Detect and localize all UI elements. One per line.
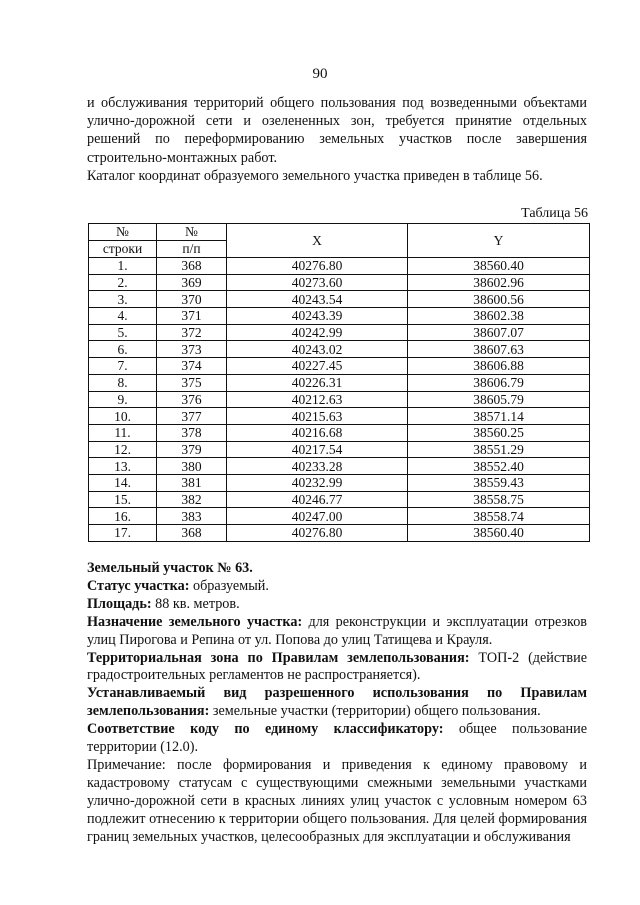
cell-y: 38606.79 [408,374,590,391]
cell-row-no: 15. [89,491,157,508]
cell-point-no: 376 [157,391,227,408]
table-row [89,308,590,325]
cell-point-no: 373 [157,341,227,358]
header-row-no: № [89,224,157,241]
table-row [89,274,590,291]
cell-point-no: 374 [157,358,227,375]
cell-y: 38551.29 [408,441,590,458]
cell-x: 40247.00 [227,508,408,525]
cell-point-no: 368 [157,258,227,275]
cell-x: 40243.02 [227,341,408,358]
cell-point-no: 380 [157,458,227,475]
cell-point-no: 371 [157,308,227,325]
cell-x: 40217.54 [227,441,408,458]
plot-status: Статус участка: образуемый. [87,577,269,594]
cell-y: 38558.74 [408,508,590,525]
cell-x: 40243.39 [227,308,408,325]
cell-row-no: 16. [89,508,157,525]
table-row [89,291,590,308]
table-caption: Таблица 56 [521,206,588,221]
cell-y: 38560.25 [408,424,590,441]
cell-row-no: 2. [89,274,157,291]
cell-x: 40246.77 [227,491,408,508]
cell-x: 40276.80 [227,258,408,275]
intro-text [87,94,587,185]
cell-x: 40212.63 [227,391,408,408]
cell-row-no: 1. [89,258,157,275]
cell-y: 38602.38 [408,308,590,325]
plot-description [87,560,587,847]
table-row [89,374,590,391]
cell-x: 40226.31 [227,374,408,391]
plot-note: Примечание: после формирования и приведения к единому правовому и кадастровому статусам с существующими смежными земельными участками улично-дорожной сети в красных линиях улиц участок с условным номером 63 подлежит отнесению к территории общего пользования. Для целей формирования границ земельных участков, целесообразных для эксплуатации и обслуживания [87,756,587,845]
header-y: Y [408,224,590,258]
plot-area: Площадь: 88 кв. метров. [87,595,240,612]
cell-x: 40243.54 [227,291,408,308]
plot-purpose: Назначение земельного участка: для реконструкции и эксплуатации отрезков улиц Пирогова и Репина от ул. Попова до улиц Татищева и Крауля. [87,613,587,648]
cell-point-no: 372 [157,324,227,341]
cell-row-no: 10. [89,408,157,425]
cell-point-no: 379 [157,441,227,458]
cell-y: 38560.40 [408,258,590,275]
table-row [89,474,590,491]
cell-row-no: 11. [89,424,157,441]
cell-point-no: 383 [157,508,227,525]
cell-y: 38605.79 [408,391,590,408]
cell-y: 38600.56 [408,291,590,308]
table-header-row-1 [89,224,590,241]
cell-y: 38559.43 [408,474,590,491]
table-row [89,358,590,375]
table-row [89,424,590,441]
intro-paragraph-2: Каталог координат образуемого земельного участка приведен в таблице 56. [87,167,543,184]
cell-row-no: 7. [89,358,157,375]
cell-point-no: 369 [157,274,227,291]
cell-row-no: 6. [89,341,157,358]
cell-x: 40233.28 [227,458,408,475]
cell-point-no: 377 [157,408,227,425]
cell-x: 40216.68 [227,424,408,441]
table-row [89,324,590,341]
table-row [89,258,590,275]
cell-x: 40215.63 [227,408,408,425]
cell-row-no: 8. [89,374,157,391]
cell-y: 38602.96 [408,274,590,291]
cell-x: 40276.80 [227,525,408,542]
table-row [89,491,590,508]
header-row-no-sub: строки [89,241,157,258]
cell-y: 38607.63 [408,341,590,358]
header-point-no: № [157,224,227,241]
table-row [89,441,590,458]
page-number: 90 [312,66,328,82]
cell-point-no: 375 [157,374,227,391]
cell-x: 40232.99 [227,474,408,491]
cell-row-no: 12. [89,441,157,458]
table-row [89,508,590,525]
coordinates-table-body [89,258,590,542]
plot-permitted-use: Устанавливаемый вид разрешенного использования по Правилам землепользования: земельные участки (территории) общего пользования. [87,685,587,720]
table-row [89,408,590,425]
cell-row-no: 5. [89,324,157,341]
coordinates-table [88,223,590,542]
cell-x: 40242.99 [227,324,408,341]
cell-point-no: 381 [157,474,227,491]
table-row [89,525,590,542]
cell-y: 38552.40 [408,458,590,475]
cell-point-no: 382 [157,491,227,508]
cell-row-no: 9. [89,391,157,408]
plot-title: Земельный участок № 63. [87,560,253,576]
cell-y: 38558.75 [408,491,590,508]
plot-classifier: Соответствие коду по единому классификатору: общее пользование территории (12.0). [87,721,587,756]
plot-zone: Территориальная зона по Правилам землепользования: ТОП-2 (действие градостроительных регламентов не распространяется). [87,649,587,684]
cell-x: 40227.45 [227,358,408,375]
cell-row-no: 3. [89,291,157,308]
cell-point-no: 368 [157,525,227,542]
cell-row-no: 4. [89,308,157,325]
cell-y: 38560.40 [408,525,590,542]
cell-row-no: 17. [89,525,157,542]
cell-point-no: 378 [157,424,227,441]
header-point-no-sub: п/п [157,241,227,258]
cell-point-no: 370 [157,291,227,308]
cell-row-no: 14. [89,474,157,491]
intro-paragraph-1: и обслуживания территорий общего пользования под возведенными объектами улично-дорожной сети и озелененных зон, требуется принятие отдельных решений по переформированию земельных участков после завершения строительно-монтажных работ. [87,95,587,166]
cell-y: 38606.88 [408,358,590,375]
cell-y: 38571.14 [408,408,590,425]
cell-y: 38607.07 [408,324,590,341]
cell-x: 40273.60 [227,274,408,291]
table-row [89,458,590,475]
header-x: X [227,224,408,258]
table-row [89,391,590,408]
table-row [89,341,590,358]
cell-row-no: 13. [89,458,157,475]
